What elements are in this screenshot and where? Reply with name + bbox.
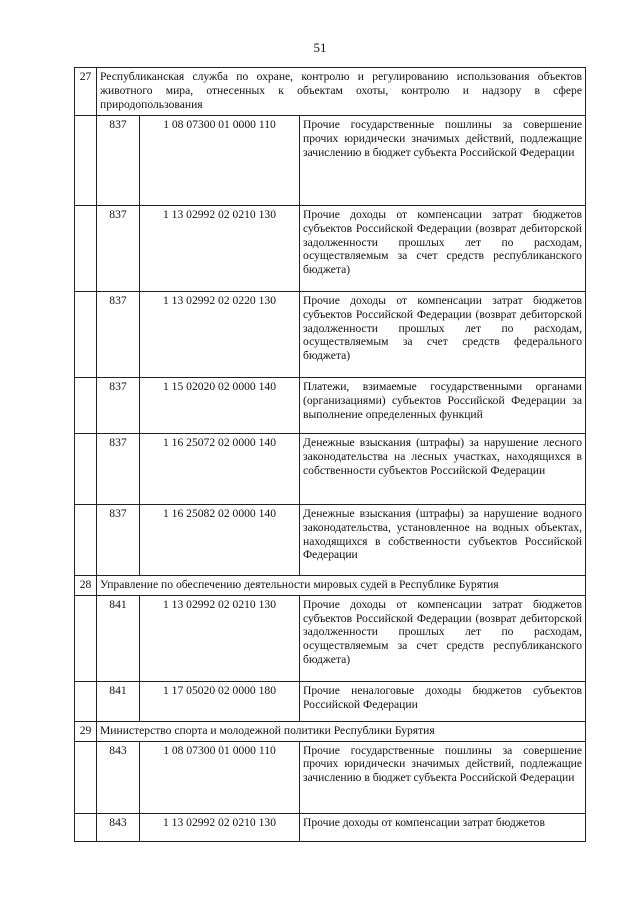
table-row <box>75 115 586 205</box>
admin-code: 843 <box>97 741 140 813</box>
revenue-code: 1 13 02992 02 0210 130 <box>140 595 300 681</box>
revenue-description: Денежные взыскания (штрафы) за нарушение лесного законодательства на лесных участках, находящихся в собственности субъектов Российской Федерации <box>300 433 586 504</box>
revenue-code: 1 08 07300 01 0000 110 <box>140 741 300 813</box>
table-row <box>75 377 586 433</box>
group-number: 29 <box>75 721 97 741</box>
group-title: Министерство спорта и молодежной политики Республики Бурятия <box>97 721 586 741</box>
revenue-description: Прочие государственные пошлины за совершение прочих юридически значимых действий, подлежащие зачислению в бюджет субъекта Российской Федерации <box>300 115 586 205</box>
revenue-code: 1 15 02020 02 0000 140 <box>140 377 300 433</box>
admin-code: 837 <box>97 433 140 504</box>
group-number: 27 <box>75 68 97 116</box>
revenue-description: Прочие доходы от компенсации затрат бюджетов субъектов Российской Федерации (возврат дебиторской задолженности прошлых лет по расходам, осуществляемым за счет средств республиканского бюджета) <box>300 595 586 681</box>
revenue-code: 1 13 02992 02 0210 130 <box>140 205 300 291</box>
page-number: 51 <box>313 40 327 55</box>
revenue-code: 1 16 25072 02 0000 140 <box>140 433 300 504</box>
admin-code: 837 <box>97 291 140 377</box>
table-row <box>75 681 586 721</box>
admin-code: 837 <box>97 504 140 575</box>
revenue-code: 1 16 25082 02 0000 140 <box>140 504 300 575</box>
revenue-code: 1 17 05020 02 0000 180 <box>140 681 300 721</box>
group-header-row <box>75 721 586 741</box>
table-row <box>75 504 586 575</box>
admin-code: 841 <box>97 681 140 721</box>
admin-code: 837 <box>97 205 140 291</box>
admin-code: 843 <box>97 813 140 841</box>
admin-code: 837 <box>97 115 140 205</box>
revenue-description: Прочие доходы от компенсации затрат бюджетов субъектов Российской Федерации (возврат дебиторской задолженности прошлых лет по расходам, осуществляемым за счет средств республиканского бюджета) <box>300 205 586 291</box>
group-header-row <box>75 68 586 116</box>
revenue-description: Денежные взыскания (штрафы) за нарушение водного законодательства, установленное на водных объектах, находящихся в собственности субъектов Российской Федерации <box>300 504 586 575</box>
admin-code: 837 <box>97 377 140 433</box>
revenue-code: 1 13 02992 02 0210 130 <box>140 813 300 841</box>
revenue-description: Платежи, взимаемые государственными органами (организациями) субъектов Российской Федерации за выполнение определенных функций <box>300 377 586 433</box>
group-title: Управление по обеспечению деятельности мировых судей в Республике Бурятия <box>97 575 586 595</box>
revenue-description: Прочие государственные пошлины за совершение прочих юридически значимых действий, подлежащие зачислению в бюджет субъекта Российской Федерации <box>300 741 586 813</box>
table-row <box>75 741 586 813</box>
group-title: Республиканская служба по охране, контролю и регулированию использования объектов животного мира, отнесенных к объектам охоты, контролю и надзору в сфере природопользования <box>97 68 586 116</box>
revenue-description: Прочие доходы от компенсации затрат бюджетов <box>300 813 586 841</box>
table-row <box>75 813 586 841</box>
revenue-code: 1 08 07300 01 0000 110 <box>140 115 300 205</box>
revenue-description: Прочие доходы от компенсации затрат бюджетов субъектов Российской Федерации (возврат дебиторской задолженности прошлых лет по расходам, осуществляемым за счет средств федерального бюджета) <box>300 291 586 377</box>
revenue-description: Прочие неналоговые доходы бюджетов субъектов Российской Федерации <box>300 681 586 721</box>
revenue-codes-table <box>74 67 586 842</box>
group-header-row <box>75 575 586 595</box>
table-row <box>75 595 586 681</box>
table-row <box>75 205 586 291</box>
table-row <box>75 433 586 504</box>
table-row <box>75 291 586 377</box>
revenue-code: 1 13 02992 02 0220 130 <box>140 291 300 377</box>
admin-code: 841 <box>97 595 140 681</box>
group-number: 28 <box>75 575 97 595</box>
